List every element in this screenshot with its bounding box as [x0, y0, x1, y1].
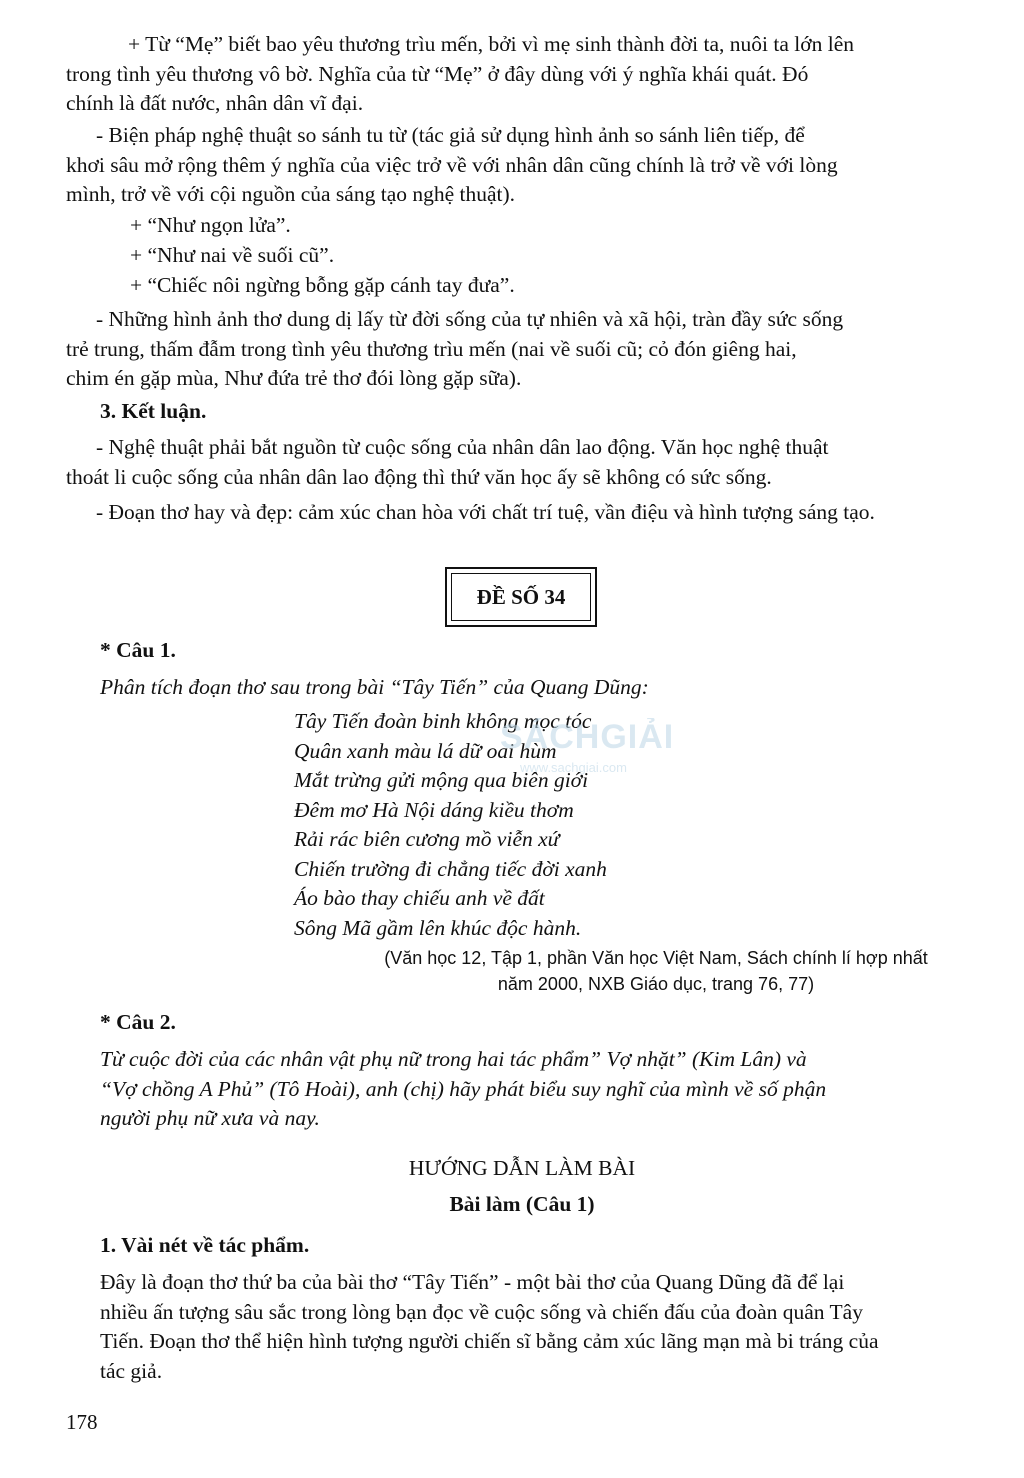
poem-line: Rải rác biên cương mồ viễn xứ: [294, 827, 560, 851]
watermark-logo: SÁCHGIẢI www.sachgiai.com: [500, 718, 675, 775]
question-1-prompt: Phân tích đoạn thơ sau trong bài “Tây Tiến” của Quang Dũng:: [100, 675, 649, 699]
bullet-item: + “Chiếc nôi ngừng bỗng gặp cánh tay đưa”.: [130, 273, 515, 297]
poem-line: Áo bào thay chiếu anh về đất: [294, 886, 545, 910]
conclusion-paragraph-2: - Đoạn thơ hay và đẹp: cảm xúc chan hòa với chất trí tuệ, vần điệu và hình tượng sáng tạo.: [96, 500, 875, 524]
page-number: 178: [66, 1410, 98, 1434]
section-1-heading: 1. Vài nét về tác phẩm.: [100, 1233, 310, 1257]
paragraph-me: + Từ “Mẹ” biết bao yêu thương trìu mến, bởi vì mẹ sinh thành đời ta, nuôi ta lớn lên trong tình yêu thương vô bờ. Nghĩa của từ “Mẹ” ở đây dùng với ý nghĩa khái quát. Đó chính là đất nước, nhân dân vĩ đại.: [66, 32, 854, 115]
paragraph-hinh-anh: - Những hình ảnh thơ dung dị lấy từ đời sống của tự nhiên và xã hội, tràn đầy sức sống trẻ trung, thấm đẫm trong tình yêu thương trìu mến (nai về suối cũ; cỏ đón giêng hai, chim én gặp mùa, Như đứa trẻ thơ đói lòng gặp sữa).: [66, 307, 844, 390]
paragraph-bien-phap: - Biện pháp nghệ thuật so sánh tu từ (tác giả sử dụng hình ảnh so sánh liên tiếp, để khơi sâu mở rộng thêm ý nghĩa của việc trở về với nhân dân cũng chính là trở về với lòng mình, trở về với cội nguồn của sáng tạo nghệ thuật).: [66, 123, 838, 206]
poem-line: Sông Mã gầm lên khúc độc hành.: [294, 915, 582, 940]
question-2-prompt: Từ cuộc đời của các nhân vật phụ nữ trong hai tác phẩm” Vợ nhặt” (Kim Lân) và “Vợ chồng A Phủ” (Tô Hoài), anh (chị) hãy phát biểu suy nghĩ của mình về số phận người phụ nữ xưa và nay.: [100, 1047, 827, 1130]
poem-line: Mắt trừng gửi mộng qua biên giới: [294, 768, 589, 792]
guide-title: HƯỚNG DẪN LÀM BÀI: [408, 1156, 636, 1180]
conclusion-paragraph-1: - Nghệ thuật phải bắt nguồn từ cuộc sống của nhân dân lao động. Văn học nghệ thuật thoát li cuộc sống của nhân dân lao động thì thứ văn học ấy sẽ không có sức sống.: [66, 435, 829, 489]
guide-subtitle: Bài làm (Câu 1): [449, 1192, 595, 1216]
poem-source: (Văn học 12, Tập 1, phần Văn học Việt Nam, Sách chính lí hợp nhất năm 2000, NXB Giáo dục, trang 76, 77): [384, 948, 928, 994]
exam-title-box: [445, 567, 597, 627]
poem-line: Đêm mơ Hà Nội dáng kiều thơm: [294, 797, 574, 822]
bullet-item: + “Như nai về suối cũ”.: [130, 243, 335, 267]
conclusion-heading: 3. Kết luận.: [100, 399, 207, 423]
question-1-heading: * Câu 1.: [100, 638, 176, 662]
poem-line: Quân xanh màu lá dữ oai hùm: [294, 738, 557, 763]
bullet-item: + “Như ngọn lửa”.: [130, 213, 291, 237]
poem-line: Tây Tiến đoàn binh không mọc tóc: [294, 709, 592, 733]
poem-line: Chiến trường đi chẳng tiếc đời xanh: [294, 856, 607, 881]
exam-title: ĐỀ SỐ 34: [451, 573, 591, 621]
guide-paragraph: Đây là đoạn thơ thứ ba của bài thơ “Tây Tiến” - một bài thơ của Quang Dũng đã để lại nhiều ấn tượng sâu sắc trong lòng bạn đọc về cuộc sống và chiến đấu của đoàn quân Tây Tiến. Đoạn thơ thể hiện hình tượng người chiến sĩ bằng cảm xúc lãng mạn mà bi tráng của tác giả.: [100, 1270, 879, 1383]
question-2-heading: * Câu 2.: [100, 1010, 176, 1034]
